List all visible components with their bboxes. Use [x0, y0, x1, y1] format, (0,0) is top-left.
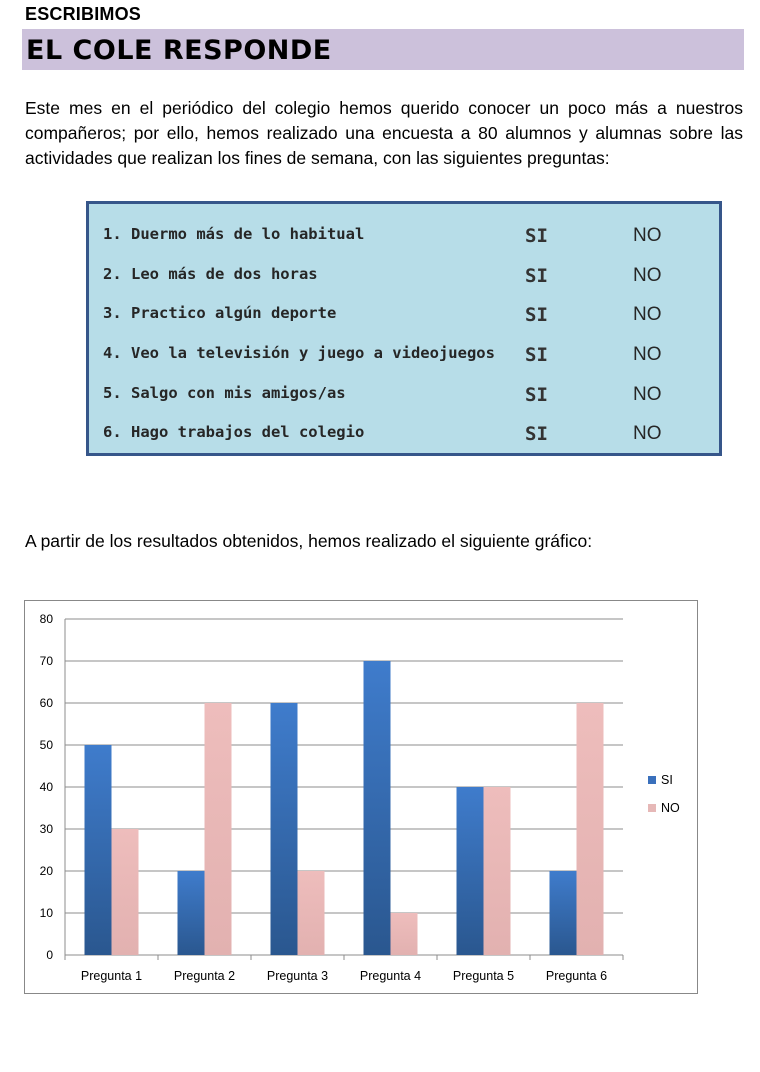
- legend-swatch-no: [648, 804, 656, 812]
- y-tick-label: 60: [39, 696, 53, 710]
- answer-no: NO: [633, 265, 662, 286]
- x-tick-label: Pregunta 5: [452, 969, 515, 983]
- y-tick-label: 0: [46, 948, 53, 962]
- question-text: 3. Practico algún deporte: [103, 304, 337, 322]
- answer-no: NO: [633, 344, 662, 365]
- x-tick-label: Pregunta 4: [359, 969, 422, 983]
- bar-no: [205, 703, 232, 955]
- legend-label-no: NO: [661, 801, 680, 815]
- bar-chart: [25, 601, 696, 992]
- survey-question: [103, 344, 703, 368]
- bar-no: [577, 703, 604, 955]
- answer-no: NO: [633, 423, 662, 444]
- bar-no: [112, 829, 139, 955]
- question-text: 1. Duermo más de lo habitual: [103, 225, 365, 243]
- bar-no: [391, 913, 418, 955]
- answer-si: SI: [525, 344, 548, 366]
- survey-question: [103, 265, 703, 289]
- y-tick-label: 40: [39, 780, 53, 794]
- bar-no: [298, 871, 325, 955]
- legend-swatch-si: [648, 776, 656, 784]
- question-text: 4. Veo la televisión y juego a videojuegos: [103, 344, 495, 362]
- chart-frame: [24, 600, 698, 994]
- title-banner: [22, 29, 744, 70]
- survey-question: [103, 423, 703, 447]
- survey-question: [103, 384, 703, 408]
- answer-si: SI: [525, 225, 548, 247]
- y-tick-label: 20: [39, 864, 53, 878]
- survey-question: [103, 225, 703, 249]
- answer-si: SI: [525, 384, 548, 406]
- y-tick-label: 80: [39, 612, 53, 626]
- bar-si: [178, 871, 205, 955]
- answer-no: NO: [633, 304, 662, 325]
- question-text: 5. Salgo con mis amigos/as: [103, 384, 346, 402]
- bar-si: [550, 871, 577, 955]
- y-tick-label: 30: [39, 822, 53, 836]
- survey-question: [103, 304, 703, 328]
- bar-si: [457, 787, 484, 955]
- x-tick-label: Pregunta 3: [266, 969, 329, 983]
- y-tick-label: 50: [39, 738, 53, 752]
- legend-label-si: SI: [661, 773, 673, 787]
- answer-no: NO: [633, 225, 662, 246]
- bar-si: [85, 745, 112, 955]
- answer-si: SI: [525, 304, 548, 326]
- x-tick-label: Pregunta 6: [545, 969, 608, 983]
- survey-box: [86, 201, 722, 456]
- page-title: EL COLE RESPONDE: [26, 35, 332, 66]
- bar-si: [364, 661, 391, 955]
- answer-no: NO: [633, 384, 662, 405]
- chart-intro-text: A partir de los resultados obtenidos, hemos realizado el siguiente gráfico:: [25, 531, 593, 551]
- x-tick-label: Pregunta 1: [80, 969, 143, 983]
- answer-si: SI: [525, 265, 548, 287]
- intro-paragraph: Este mes en el periódico del colegio hemos querido conocer un poco más a nuestros compañeros; por ello, hemos realizado una encuesta a 80 alumnos y alumnas sobre las actividades que realizan los fines de semana, con las siguientes preguntas:: [25, 98, 743, 168]
- section-label: ESCRIBIMOS: [25, 4, 142, 24]
- answer-si: SI: [525, 423, 548, 445]
- bar-no: [484, 787, 511, 955]
- y-tick-label: 10: [39, 906, 53, 920]
- y-tick-label: 70: [39, 654, 53, 668]
- x-tick-label: Pregunta 2: [173, 969, 236, 983]
- question-text: 6. Hago trabajos del colegio: [103, 423, 365, 441]
- question-text: 2. Leo más de dos horas: [103, 265, 318, 283]
- bar-si: [271, 703, 298, 955]
